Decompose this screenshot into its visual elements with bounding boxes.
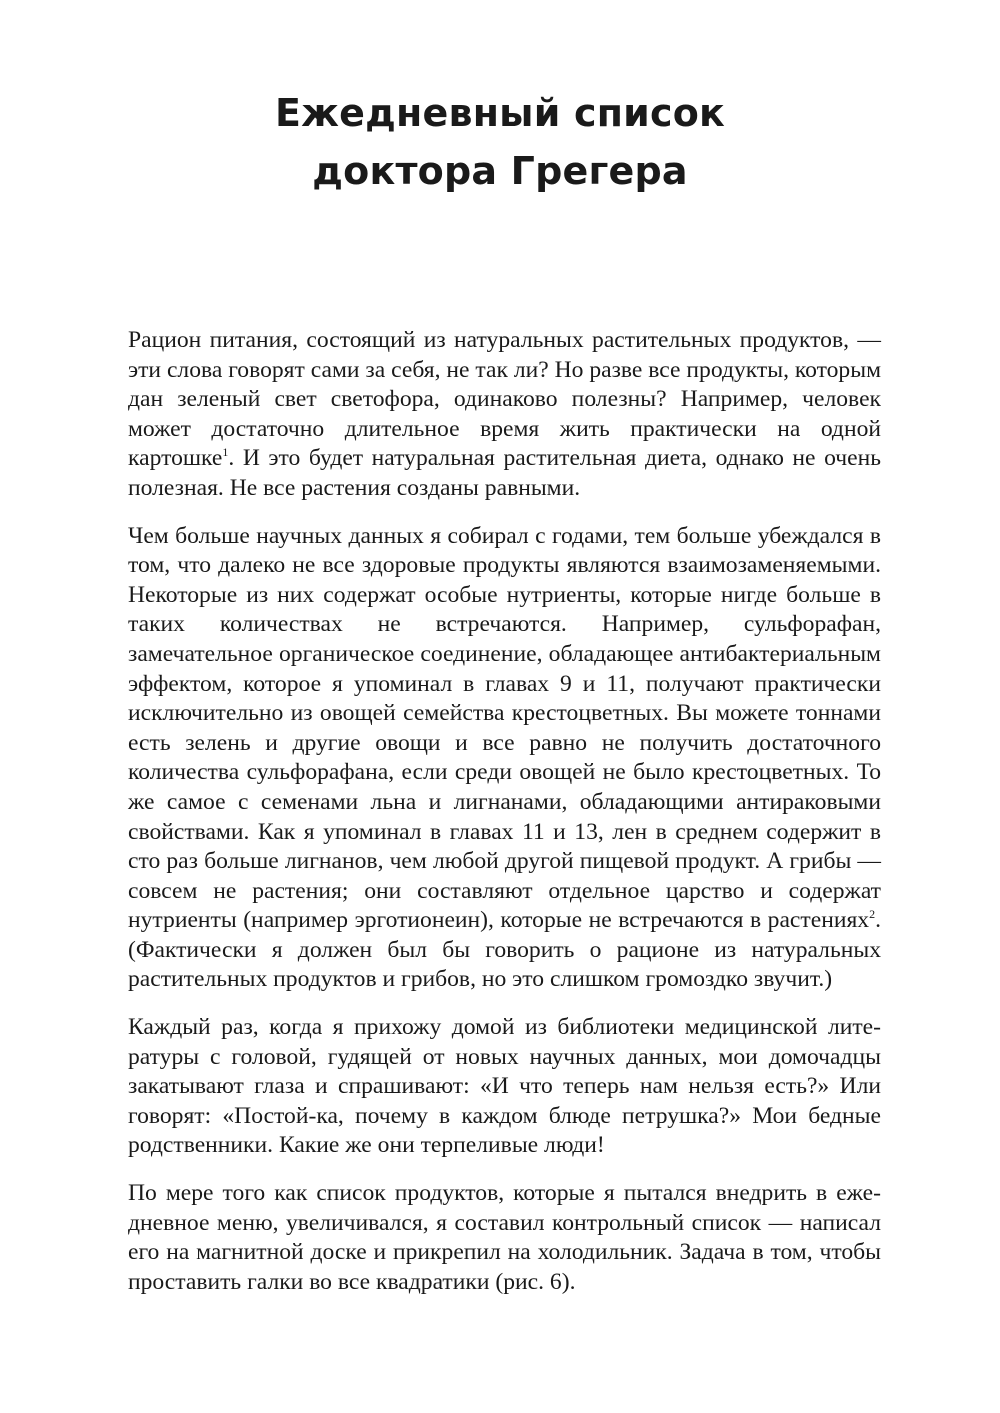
paragraph-1 (128, 326, 881, 504)
paragraph-3: Каждый раз, когда я прихожу домой из библиотеки медицинской литературы с головой, гудящей от новых научных данных, мои домочадцы закатывают глаза и спрашивают: «И что теперь нам нельзя есть?» Или говорят: «Постой-ка, почему в каждом блюде петрушка?» Мои бедные родственники. Какие же они терпеливые люди! (128, 1014, 881, 1159)
chapter-title (0, 84, 1000, 200)
footnote-ref-1: 1 (222, 445, 229, 460)
chapter-title-line-2: доктора Грегера (312, 149, 688, 193)
paragraph-4: По мере того как список продуктов, которые я пытался внедрить в ежедневное меню, увеличивался, я составил контрольный список — написал его на магнитной доске и прикрепил на холодильник. Задача в том, чтобы проставить галки во все квадратики (рис. 6). (128, 1180, 881, 1295)
paragraph-1-text-a: Рацион питания, состоящий из натуральных растительных продуктов, — эти слова говорят сами за себя, не так ли? Но разве все продукты, которым дан зеленый свет светофора, одинаково полезны? Например, человек может достаточно длительное время жить практически на одной картошке (128, 327, 882, 472)
body-text (128, 326, 881, 1315)
paragraph-2-text-a: Чем больше научных данных я собирал с годами, тем больше убеждался в том, что далеко не все здоровые продукты являются взаимозаменяемыми. Некоторые из них содержат особые нутриенты, которые нигде больше в таких количествах не встречаются. Например, сульфорафан, замечательное органическое соединение, обладающее антибактериальным эффектом, которое я упоминал в главах 9 и 11, получают практически исключительно из овощей семейства крестоцветных. Вы можете тоннами есть зелень и другие овощи и все равно не получить достаточного количества сульфорафана, если среди овощей не было крестоцветных. То же самое с семенами льна и лигнанами, обладающими антираковыми свойствами. Как я упоминал в главах 11 и 13, лен в среднем содержит в сто раз больше лигнанов, чем любой другой пищевой продукт. А грибы — совсем не растения; они составляют отдельное царство и содержат нутриенты (например эрготионеин), которые не встречаются в растениях (128, 522, 881, 934)
paragraph-2-text-b: . (Фактически я должен был бы говорить о рационе из натуральных растительных продуктов и грибов, но это слишком громоздко звучит.) (128, 907, 881, 993)
paragraph-1-text-b: . И это будет натуральная растительная диета, однако не очень полезная. Не все растения созданы равными. (128, 445, 881, 501)
footnote-ref-2: 2 (869, 907, 876, 922)
chapter-title-line-1: Ежедневный список (274, 91, 725, 135)
paragraph-2 (128, 522, 881, 996)
